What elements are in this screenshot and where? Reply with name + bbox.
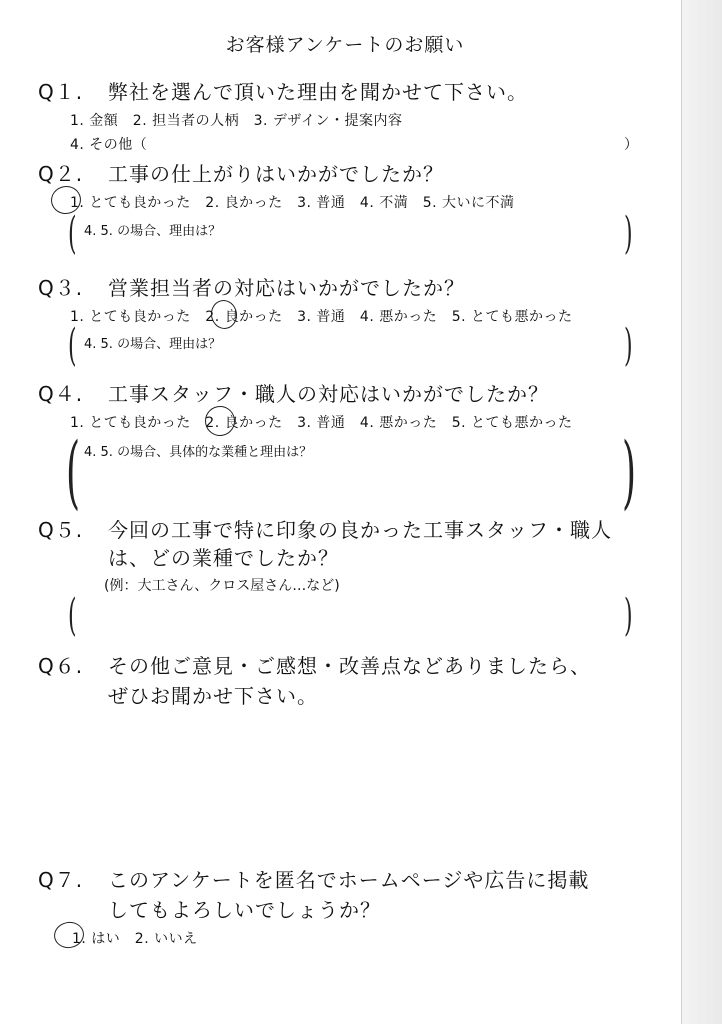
question-4 bbox=[38, 378, 549, 407]
question-3 bbox=[38, 272, 465, 301]
question-5-number: Q５. bbox=[38, 518, 84, 542]
question-1-other-close: ） bbox=[624, 137, 639, 153]
question-5-close-paren: ) bbox=[624, 590, 633, 641]
question-2-number: Q２. bbox=[38, 162, 84, 186]
question-5-example: (例：大工さん、クロス屋さん…など) bbox=[104, 578, 340, 594]
question-7-options: 1. はい 2. いいえ bbox=[72, 931, 198, 947]
question-1-other: 4. その他（ bbox=[70, 137, 148, 153]
question-2-close-paren: ) bbox=[624, 208, 633, 259]
question-2-open-paren: ( bbox=[68, 208, 77, 259]
question-1-options: 1. 金額 2. 担当者の人柄 3. デザイン・提案内容 bbox=[70, 113, 403, 129]
question-6-number: Q６. bbox=[38, 654, 84, 678]
question-1-number: Q１. bbox=[38, 80, 84, 104]
question-7-number: Q７. bbox=[38, 868, 84, 892]
question-3-number: Q３. bbox=[38, 276, 84, 300]
question-2-options: 1. とても良かった 2. 良かった 3. 普通 4. 不満 5. 大いに不満 bbox=[70, 195, 515, 211]
scan-page-edge bbox=[681, 0, 722, 1024]
question-2-text: 工事の仕上がりはいかがでしたか？ bbox=[108, 162, 444, 186]
question-7-text-line1: このアンケートを匿名でホームページや広告に掲載 bbox=[108, 868, 590, 892]
question-1 bbox=[38, 76, 528, 105]
question-4-close-paren: ) bbox=[622, 425, 637, 518]
question-4-selection-circle bbox=[203, 404, 238, 439]
question-4-options: 1. とても良かった 2. 良かった 3. 普通 4. 悪かった 5. とても悪かった bbox=[70, 415, 573, 431]
question-4-open-paren: ( bbox=[66, 425, 81, 518]
question-3-reason-prompt: 4. 5. の場合、理由は？ bbox=[84, 337, 222, 352]
question-7 bbox=[38, 864, 589, 893]
question-6-text-line2: ぜひお聞かせ下さい。 bbox=[108, 684, 318, 708]
question-7-text-line2: してもよろしいでしょうか？ bbox=[108, 898, 381, 922]
question-4-number: Q４. bbox=[38, 382, 84, 406]
question-3-options: 1. とても良かった 2. 良かった 3. 普通 4. 悪かった 5. とても悪かった bbox=[70, 309, 573, 325]
question-2 bbox=[38, 158, 444, 187]
question-4-text: 工事スタッフ・職人の対応はいかがでしたか？ bbox=[108, 382, 549, 406]
question-3-close-paren: ) bbox=[624, 320, 633, 371]
question-5-open-paren: ( bbox=[68, 590, 77, 641]
question-3-open-paren: ( bbox=[68, 320, 77, 371]
page-title: お客様アンケートのお願い bbox=[225, 34, 465, 56]
question-4-reason-prompt: 4. 5. の場合、具体的な業種と理由は？ bbox=[84, 445, 313, 460]
question-3-selection-circle bbox=[209, 298, 240, 331]
question-5 bbox=[38, 514, 612, 543]
question-2-reason-prompt: 4. 5. の場合、理由は？ bbox=[84, 224, 222, 239]
question-1-text: 弊社を選んで頂いた理由を聞かせて下さい。 bbox=[108, 80, 528, 104]
question-6 bbox=[38, 650, 591, 679]
question-5-text-line2: は、どの業種でしたか？ bbox=[108, 546, 339, 570]
question-3-text: 営業担当者の対応はいかがでしたか？ bbox=[108, 276, 465, 300]
question-5-text-line1: 今回の工事で特に印象の良かった工事スタッフ・職人 bbox=[108, 518, 612, 542]
question-6-text-line1: その他ご意見・ご感想・改善点などありましたら、 bbox=[108, 654, 591, 678]
